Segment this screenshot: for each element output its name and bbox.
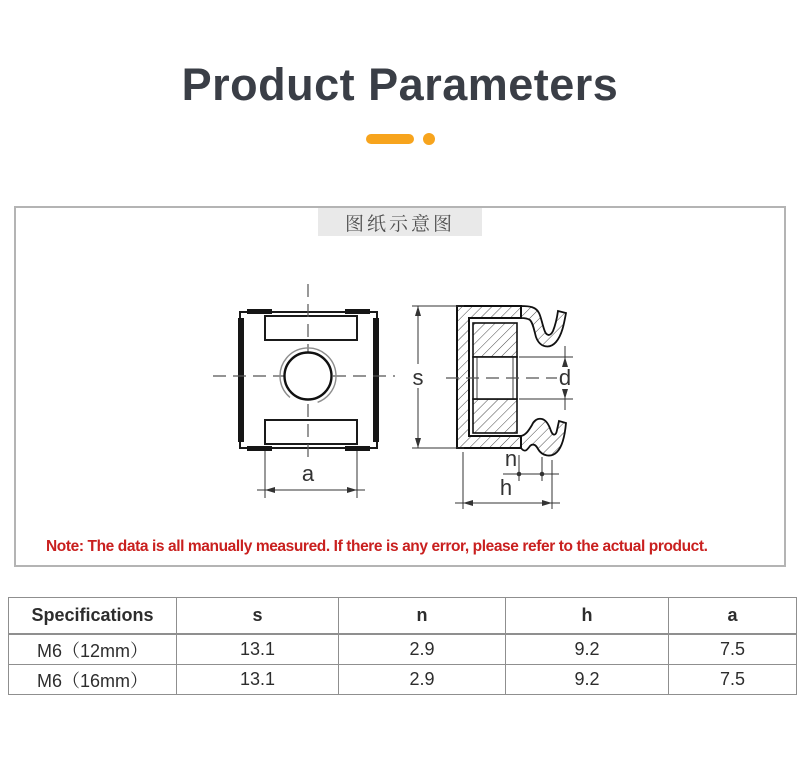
spec-cell: M6（16mm） bbox=[9, 665, 177, 695]
col-header-s: s bbox=[177, 598, 339, 635]
n-cell: 2.9 bbox=[339, 665, 506, 695]
top-clip-hook bbox=[521, 306, 566, 346]
nut-section-top bbox=[473, 323, 517, 357]
n-cell: 2.9 bbox=[339, 634, 506, 665]
col-header-h: h bbox=[506, 598, 669, 635]
table-header-row bbox=[9, 598, 797, 635]
dimension-s bbox=[409, 306, 464, 448]
col-header-a: a bbox=[669, 598, 797, 635]
diagram-title-badge: 图纸示意图 bbox=[318, 208, 482, 236]
a-cell: 7.5 bbox=[669, 634, 797, 665]
accent-bar bbox=[366, 134, 414, 144]
spec-table bbox=[8, 597, 797, 695]
col-header-n: n bbox=[339, 598, 506, 635]
dim-label-n: n bbox=[504, 446, 518, 471]
thread-hole bbox=[285, 353, 332, 400]
dimension-a bbox=[257, 451, 365, 498]
col-header-specifications: Specifications bbox=[9, 598, 177, 635]
left-spring-edge bbox=[238, 318, 244, 442]
technical-drawing bbox=[16, 208, 784, 565]
s-cell: 13.1 bbox=[177, 634, 339, 665]
table-row bbox=[9, 634, 797, 665]
dim-label-h: h bbox=[499, 475, 513, 500]
dim-label-s: s bbox=[412, 365, 424, 390]
s-cell: 13.1 bbox=[177, 665, 339, 695]
front-view bbox=[213, 284, 395, 466]
page-title: Product Parameters bbox=[181, 59, 619, 110]
accent-dot bbox=[423, 133, 435, 145]
dim-label-a: a bbox=[301, 461, 315, 486]
nut-section-bottom bbox=[473, 399, 517, 433]
diagram-box bbox=[14, 206, 786, 567]
bottom-clip-hook bbox=[521, 419, 566, 456]
table-row bbox=[9, 665, 797, 695]
h-cell: 9.2 bbox=[506, 634, 669, 665]
accent-divider bbox=[0, 133, 800, 145]
h-cell: 9.2 bbox=[506, 665, 669, 695]
spec-cell: M6（12mm） bbox=[9, 634, 177, 665]
product-parameters-page bbox=[0, 59, 800, 695]
right-spring-edge bbox=[373, 318, 379, 442]
a-cell: 7.5 bbox=[669, 665, 797, 695]
dim-label-d: d bbox=[558, 365, 572, 390]
measurement-note: Note: The data is all manually measured. If there is any error, please refer to the actual product. bbox=[46, 538, 708, 555]
side-view bbox=[446, 306, 566, 456]
